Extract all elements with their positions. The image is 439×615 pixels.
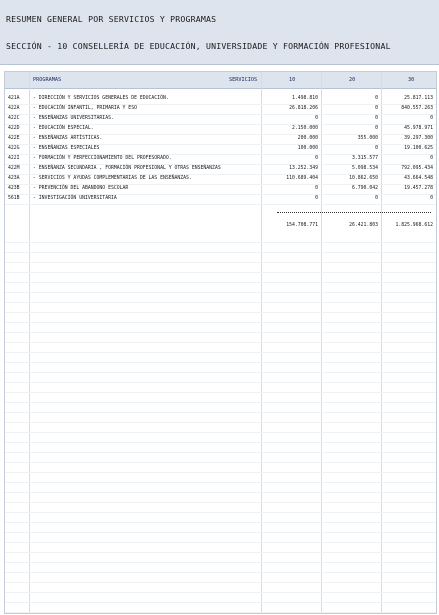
- program-code: 422G: [8, 146, 20, 151]
- section-title: SECCIÓN - 10 CONSELLERÍA DE EDUCACIÓN, UNIVERSIDADE Y FORMACIÓN PROFESIONAL: [6, 41, 391, 51]
- program-code: 422A: [8, 106, 20, 111]
- value-20: 10.862.650: [349, 176, 378, 181]
- value-10: 26.818.206: [289, 106, 318, 111]
- table-row: [5, 194, 436, 205]
- value-30: 792.095.434: [401, 166, 433, 171]
- program-code: 422C: [8, 116, 20, 121]
- program-description: - SERVICIOS Y AYUDAS COMPLEMENTARIAS DE LAS ENSEÑANZAS.: [33, 176, 192, 181]
- value-20: 6.790.042: [352, 186, 378, 191]
- value-20: 0: [375, 196, 378, 201]
- budget-table: [4, 71, 437, 614]
- value-30: 39.297.300: [404, 136, 433, 141]
- col-servicios-header: SERVICIOS: [229, 77, 258, 83]
- value-10: 100.000: [297, 146, 318, 151]
- totals-row: [5, 221, 436, 231]
- program-code: 422M: [8, 166, 20, 171]
- col-programas-header: PROGRAMAS: [33, 77, 62, 83]
- program-description: - EDUCACIÓN ESPECIAL.: [33, 126, 94, 131]
- value-30: 840.557.263: [401, 106, 433, 111]
- program-code: 422I: [8, 156, 20, 161]
- total-30: 1.825.968.612: [395, 223, 433, 228]
- value-30: 19.457.278: [404, 186, 433, 191]
- program-description: - INVESTIGACIÓN UNIVERSITARIA: [33, 196, 117, 201]
- value-10: 0: [315, 196, 318, 201]
- program-code: 423A: [8, 176, 20, 181]
- value-10: 13.252.349: [289, 166, 318, 171]
- value-10: 110.689.404: [286, 176, 318, 181]
- table-header-row: [5, 72, 436, 89]
- value-20: 0: [375, 126, 378, 131]
- report-title: RESUMEN GENERAL POR SERVICIOS Y PROGRAMAS: [6, 14, 217, 24]
- value-20: 0: [375, 96, 378, 101]
- value-10: 0: [315, 186, 318, 191]
- program-description: - EDUCACIÓN INFANTIL, PRIMARIA Y ESO: [33, 106, 137, 111]
- program-description: - ENSEÑANZA SECUNDARIA , FORMACIÓN PROFESIONAL Y OTRAS ENSEÑANZAS: [33, 166, 221, 171]
- totals-separator: [277, 212, 431, 214]
- value-30: 0: [430, 156, 433, 161]
- program-description: - DIRECCIÓN Y SERVICIOS GENERALES DE EDUCACIÓN.: [33, 96, 169, 101]
- program-code: 421A: [8, 96, 20, 101]
- value-10: 1.498.810: [292, 96, 318, 101]
- program-description: - ENSEÑANZAS UNIVERSITARIAS.: [33, 116, 114, 121]
- program-code: 561B: [8, 196, 20, 201]
- program-description: - PREVENCIÓN DEL ABANDONO ESCOLAR: [33, 186, 129, 191]
- program-code: 422E: [8, 136, 20, 141]
- col-30-header: 30: [408, 77, 415, 83]
- value-20: 355.000: [357, 136, 378, 141]
- program-description: - ENSEÑANZAS ESPECIALES: [33, 146, 100, 151]
- empty-row: [5, 602, 436, 613]
- value-10: 200.000: [297, 136, 318, 141]
- value-30: 0: [430, 196, 433, 201]
- value-20: 3.315.577: [352, 156, 378, 161]
- value-10: 0: [315, 156, 318, 161]
- program-code: 422D: [8, 126, 20, 131]
- value-30: 19.100.625: [404, 146, 433, 151]
- col-20-header: 20: [349, 77, 356, 83]
- value-20: 0: [375, 116, 378, 121]
- total-10: 154.708.771: [286, 223, 318, 228]
- report-header: [0, 0, 439, 65]
- program-description: - FORMACIÓN Y PERFECCIONAMIENTO DEL PROFESORADO.: [33, 156, 172, 161]
- value-20: 0: [375, 106, 378, 111]
- value-30: 45.978.971: [404, 126, 433, 131]
- total-20: 26.421.803: [349, 223, 378, 228]
- program-description: - ENSEÑANZAS ARTÍSTICAS.: [33, 136, 103, 141]
- value-10: 0: [315, 116, 318, 121]
- col-10-header: 10: [289, 77, 296, 83]
- value-30: 43.664.548: [404, 176, 433, 181]
- value-30: 0: [430, 116, 433, 121]
- program-code: 423B: [8, 186, 20, 191]
- value-10: 2.150.000: [292, 126, 318, 131]
- value-20: 5.098.534: [352, 166, 378, 171]
- value-20: 0: [375, 146, 378, 151]
- value-30: 25.817.113: [404, 96, 433, 101]
